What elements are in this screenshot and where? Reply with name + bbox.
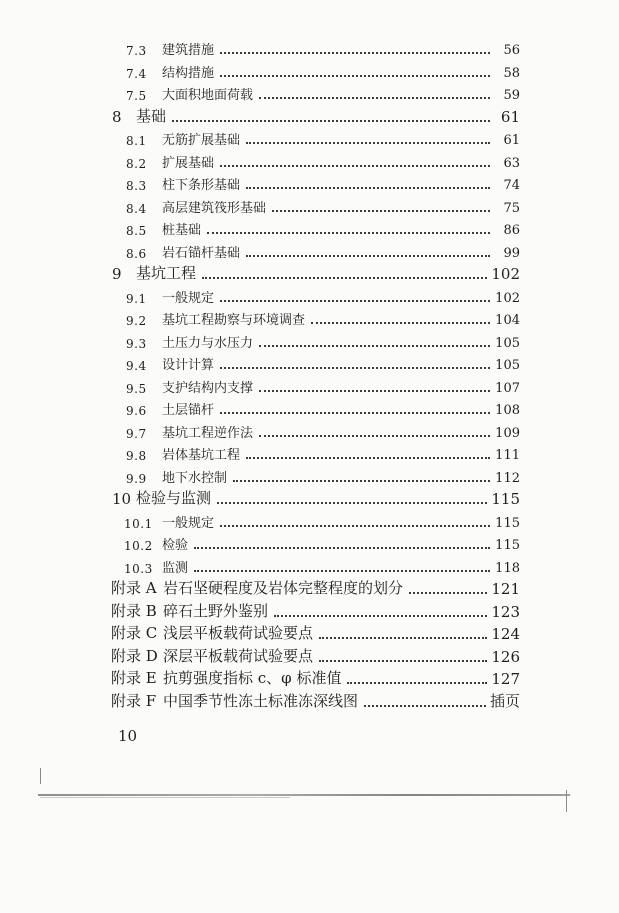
toc-entry-number: 9.2	[126, 314, 147, 328]
toc-entry	[126, 351, 520, 373]
toc-entry-page: 124	[491, 625, 520, 643]
toc-dot-leader	[220, 366, 490, 369]
toc-entry-title: 岩石坚硬程度及岩体完整程度的划分	[163, 579, 404, 597]
toc-entry-page: 105	[495, 335, 520, 351]
toc-entry-number: 7.4	[126, 66, 147, 81]
toc-dot-leader	[259, 344, 490, 347]
toc-entry-title: 土压力与水压力	[162, 335, 254, 351]
toc-entry-page: 121	[491, 580, 520, 598]
toc-dot-leader	[246, 186, 490, 189]
toc-entry-number: 9.3	[126, 336, 147, 351]
toc-dot-leader	[274, 614, 487, 617]
toc-entry-page: 86	[503, 223, 520, 238]
toc-entry	[126, 216, 520, 238]
toc-entry-number: 附录 C	[111, 624, 158, 642]
toc-entry-page: 115	[495, 538, 520, 553]
toc-entry-page: 56	[503, 43, 520, 58]
toc-entry	[126, 464, 520, 486]
toc-entry	[111, 689, 520, 711]
toc-entry-title: 高层建筑筏形基础	[162, 200, 267, 216]
toc-entry	[124, 554, 520, 576]
toc-entry	[111, 666, 520, 688]
toc-entry-title: 大面积地面荷载	[162, 88, 254, 103]
toc-entry-title: 一般规定	[162, 515, 215, 531]
toc-entry-title: 支护结构内支撑	[162, 380, 254, 396]
toc-entry	[111, 644, 520, 666]
toc-dot-leader	[233, 479, 490, 482]
toc-entry-page: 123	[491, 602, 520, 621]
toc-dot-leader	[347, 681, 487, 684]
toc-entry-page: 63	[503, 155, 520, 171]
toc-entry	[112, 486, 520, 508]
toc-entry-page: 127	[491, 670, 520, 688]
toc-dot-leader	[272, 209, 490, 212]
toc-entry-page: 104	[495, 313, 520, 328]
toc-entry-title: 检验	[162, 538, 189, 553]
toc-entry	[126, 171, 520, 193]
toc-entry	[112, 261, 520, 283]
toc-dot-leader	[220, 164, 490, 167]
scan-tick-right	[566, 790, 567, 812]
toc-entry	[126, 374, 520, 396]
toc-entry-page: 108	[495, 403, 520, 418]
toc-entry-page: 102	[491, 265, 520, 283]
toc-dot-leader	[259, 434, 490, 437]
toc-entry-title: 基础	[136, 106, 167, 125]
toc-entry	[126, 284, 520, 306]
toc-entry-number: 7.5	[126, 89, 147, 103]
toc-entry-title: 建筑措施	[162, 43, 215, 58]
toc-entry	[126, 59, 520, 81]
toc-entry-title: 检验与监测	[136, 489, 212, 507]
toc-dot-leader	[220, 299, 490, 302]
toc-entry	[126, 441, 520, 463]
toc-entry-page: 115	[495, 515, 520, 531]
toc-entry	[126, 126, 520, 148]
toc-entry-page: 75	[503, 200, 520, 216]
toc-entry-page: 115	[491, 490, 520, 508]
toc-entry-title: 基坑工程逆作法	[162, 425, 254, 441]
toc-entry-number: 8.1	[126, 134, 147, 148]
scan-tick-left	[40, 768, 41, 784]
toc-entry-title: 基坑工程	[136, 264, 197, 282]
scan-edge-line-secondary	[40, 797, 290, 798]
toc-entry-title: 结构措施	[162, 65, 215, 81]
toc-dot-leader	[246, 254, 490, 257]
toc-entry-number: 10	[112, 490, 132, 508]
toc-entry-page: 102	[495, 290, 520, 306]
toc-dot-leader	[207, 231, 490, 234]
toc-dot-leader	[259, 389, 490, 392]
toc-dot-leader	[194, 569, 490, 572]
toc-entry-page: 61	[500, 107, 520, 126]
toc-entry-page: 74	[503, 178, 520, 193]
toc-entry	[124, 531, 520, 553]
toc-entry-number: 附录 A	[111, 579, 157, 597]
toc-entry-title: 地下水控制	[162, 470, 228, 486]
toc-entry-number: 9.1	[126, 291, 147, 306]
toc-entry-page: 58	[503, 65, 520, 81]
toc-entry	[126, 194, 520, 216]
toc-entry-number: 附录 D	[111, 646, 158, 665]
toc-dot-leader	[364, 704, 486, 707]
toc-entry	[126, 396, 520, 418]
toc-entry-title: 扩展基础	[162, 155, 215, 171]
toc-dot-leader	[194, 546, 490, 549]
toc-dot-leader	[220, 411, 490, 414]
toc-entry-number: 9.9	[126, 471, 147, 486]
toc-dot-leader	[220, 74, 490, 77]
toc-entry-page: 118	[495, 560, 520, 576]
toc-entry	[124, 509, 520, 531]
toc-entry	[112, 104, 520, 126]
toc-dot-leader	[259, 96, 490, 99]
toc-entry-number: 10.2	[124, 539, 153, 553]
toc-entry-number: 9.4	[126, 359, 147, 373]
toc-dot-leader	[220, 524, 490, 527]
toc-entry-page: 59	[503, 88, 520, 103]
toc-entry-title: 土层锚杆	[162, 403, 215, 418]
toc-dot-leader	[220, 51, 490, 54]
toc-entry-number: 8.5	[126, 224, 147, 238]
toc-dot-leader	[172, 119, 490, 122]
toc-entry-page: 109	[495, 425, 520, 441]
toc-entry-title: 设计计算	[162, 358, 215, 373]
toc-entry	[111, 599, 520, 621]
toc-entry-number: 9	[112, 265, 122, 283]
toc-entry-title: 基坑工程勘察与环境调查	[162, 313, 306, 328]
toc-entry-number: 10.1	[124, 516, 153, 531]
toc-entry-page: 插页	[489, 691, 520, 710]
page-number: 10	[118, 727, 138, 745]
toc-entry-title: 浅层平板载荷试验要点	[163, 624, 314, 642]
toc-dot-leader	[246, 456, 490, 459]
toc-entry-number: 附录 B	[111, 601, 157, 620]
toc-entry-title: 中国季节性冻土标准冻深线图	[163, 691, 359, 710]
toc-entry-page: 105	[495, 358, 520, 373]
toc-entry-title: 一般规定	[162, 290, 215, 306]
toc-entry-number: 8.4	[126, 201, 147, 216]
toc-entry-title: 柱下条形基础	[162, 178, 241, 193]
toc-dot-leader	[319, 659, 487, 662]
toc-entry	[126, 419, 520, 441]
toc-dot-leader	[319, 636, 487, 639]
toc-dot-leader	[246, 141, 490, 144]
toc-entry	[126, 239, 520, 261]
toc-dot-leader	[217, 501, 487, 504]
toc-entry-title: 抗剪强度指标 c、φ 标准值	[163, 669, 342, 687]
toc-entry-title: 深层平板载荷试验要点	[163, 646, 314, 665]
toc-entry-number: 10.3	[124, 561, 153, 576]
toc-entry-number: 8.3	[126, 179, 147, 193]
toc-entry-number: 8.2	[126, 156, 147, 171]
toc-entry-title: 岩体基坑工程	[162, 448, 241, 463]
toc-entry	[111, 576, 520, 598]
toc-entry-title: 无筋扩展基础	[162, 133, 241, 148]
toc-entry-page: 111	[495, 448, 520, 463]
toc-entry-number: 附录 E	[111, 669, 157, 687]
toc-entry-page: 112	[495, 470, 520, 486]
toc-entry-number: 8.6	[126, 246, 147, 261]
toc-entry-number: 9.5	[126, 381, 147, 396]
toc-entry	[126, 306, 520, 328]
toc-dot-leader	[409, 591, 487, 594]
toc-entry	[126, 329, 520, 351]
toc-entry-title: 桩基础	[162, 223, 202, 238]
toc-entry-title: 岩石锚杆基础	[162, 245, 241, 261]
toc-entry-number: 附录 F	[111, 691, 157, 710]
toc-entry-number: 9.6	[126, 404, 147, 418]
toc-dot-leader	[202, 276, 487, 279]
toc-dot-leader	[311, 321, 490, 324]
toc-entry-number: 8	[112, 107, 122, 126]
toc-entry-title: 碎石土野外鉴别	[163, 601, 269, 620]
toc-entry-number: 9.7	[126, 426, 147, 441]
scan-edge-line	[38, 794, 570, 796]
toc-entry-number: 9.8	[126, 449, 147, 463]
toc-entry	[126, 81, 520, 103]
toc-entry-page: 61	[503, 133, 520, 148]
toc-entry	[126, 149, 520, 171]
toc-entry-page: 99	[503, 245, 520, 261]
toc-entry	[111, 621, 520, 643]
toc-entry-page: 126	[491, 647, 520, 666]
toc-entry-title: 监测	[162, 560, 189, 576]
toc-entry-page: 107	[495, 380, 520, 396]
toc-entry-number: 7.3	[126, 44, 147, 58]
toc-entry	[126, 36, 520, 58]
